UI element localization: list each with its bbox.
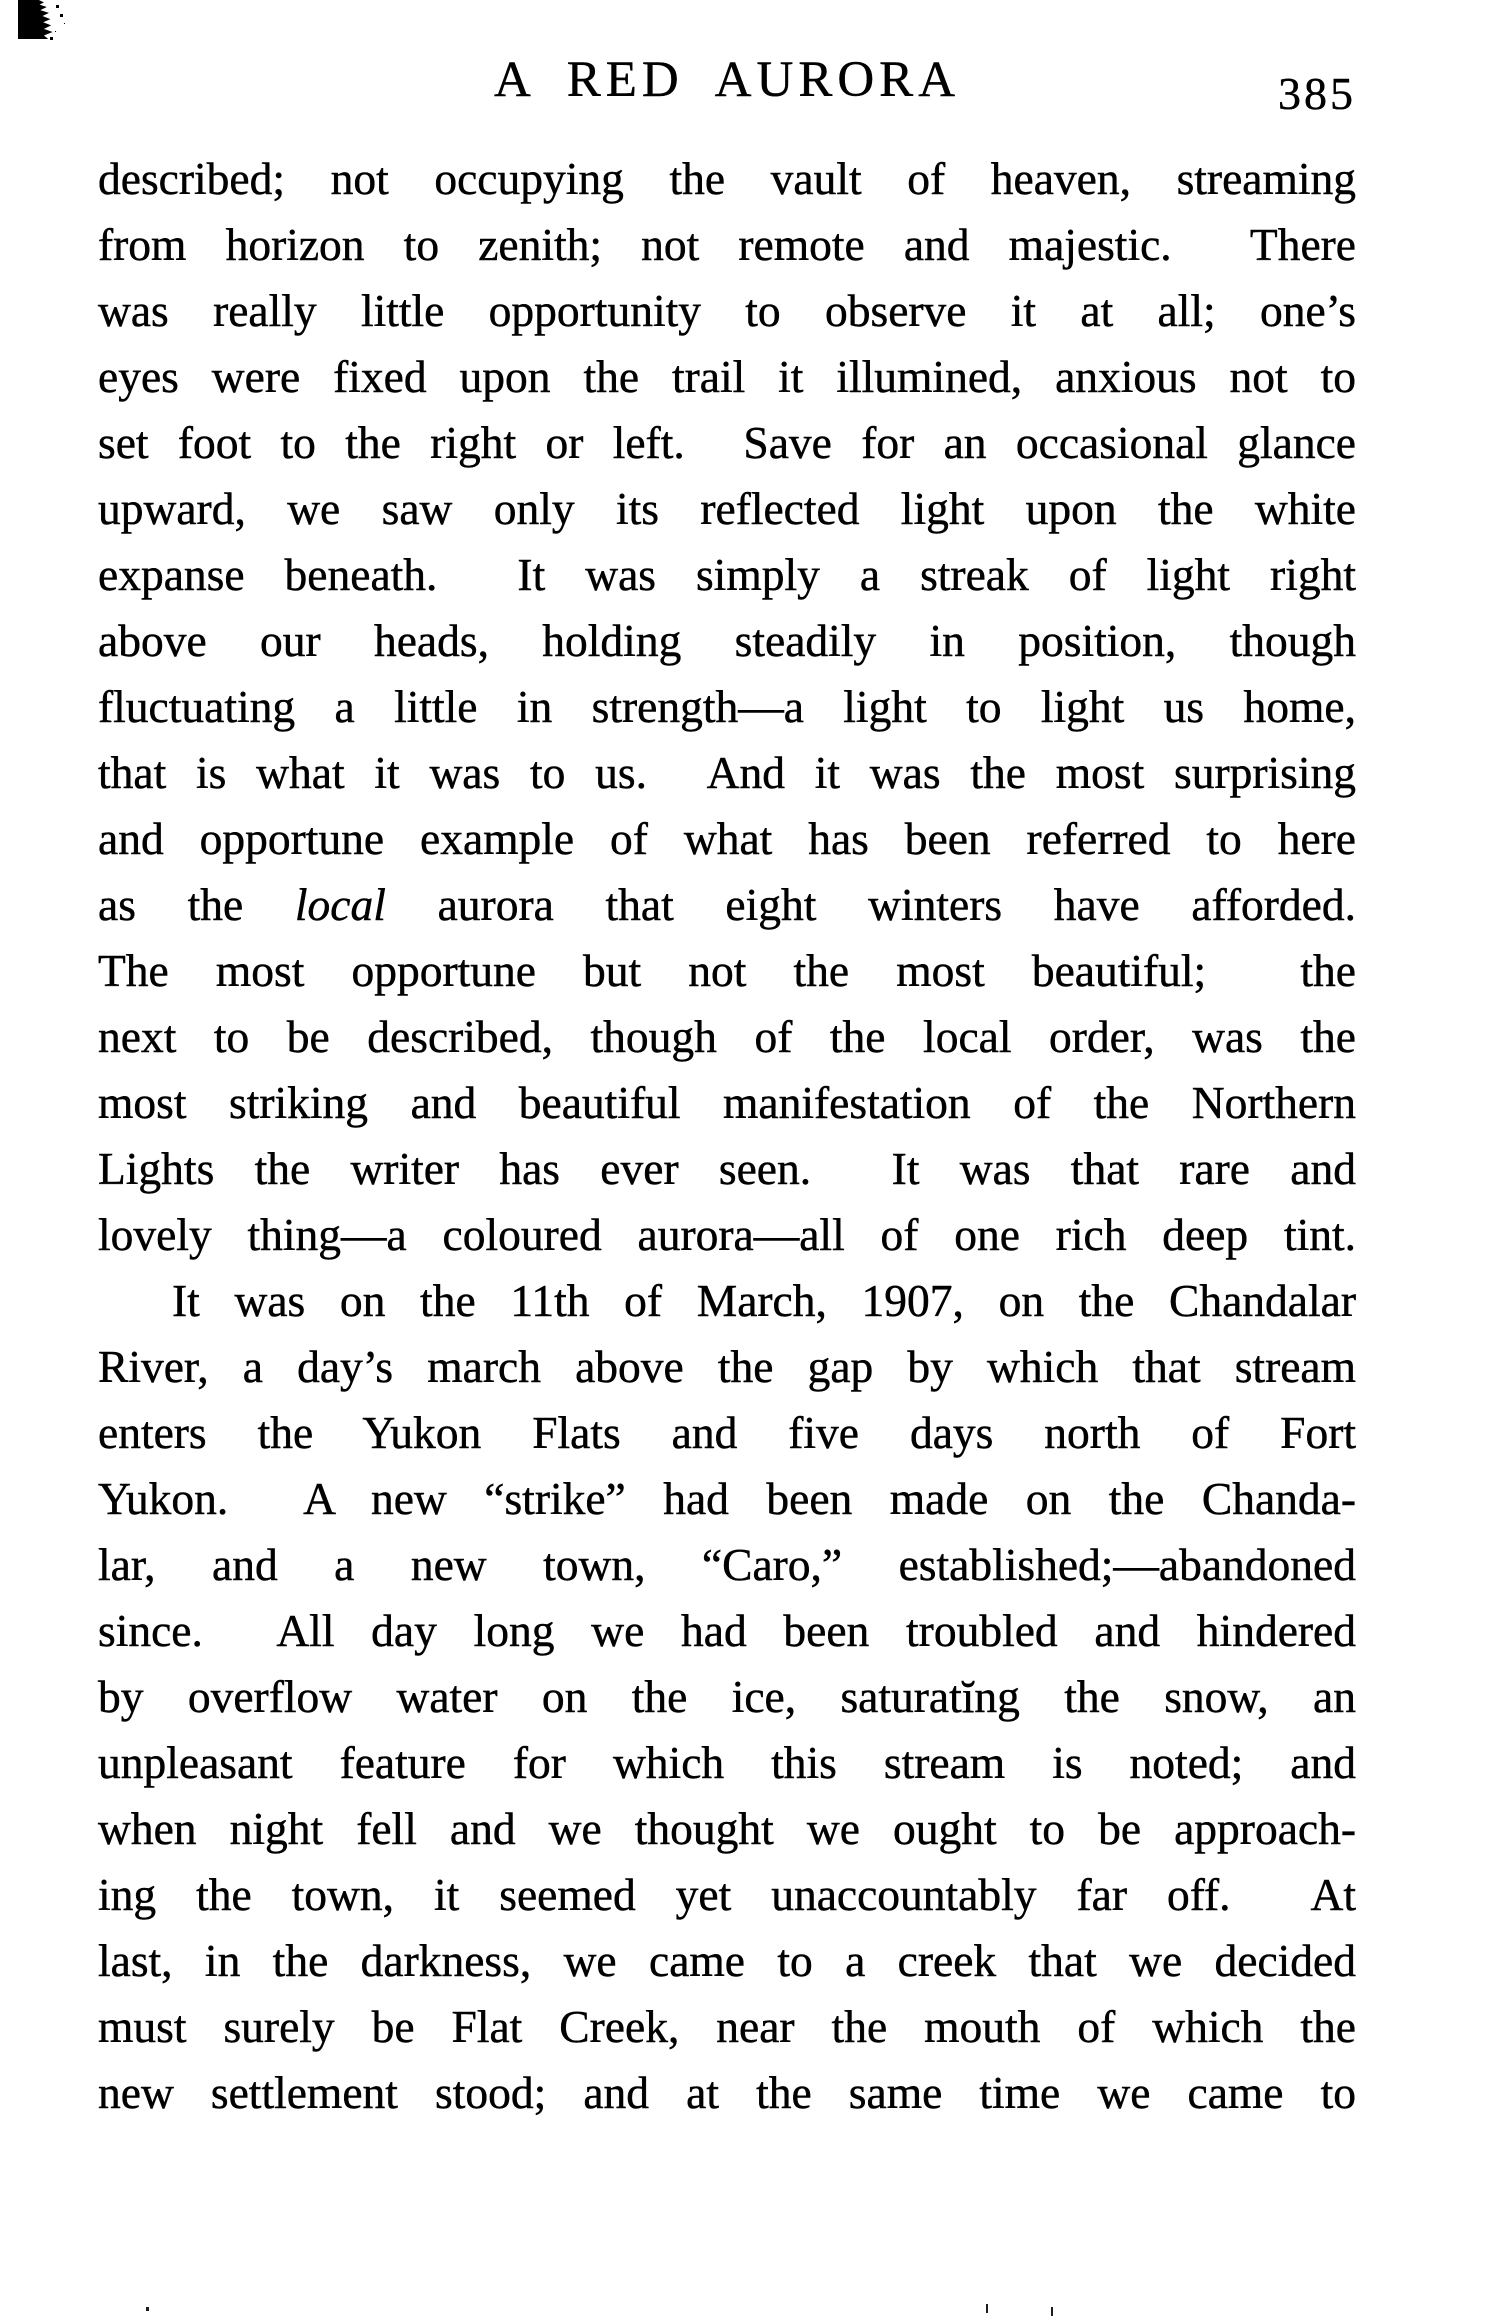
text-line: since. All day long we had been troubled and hindered (98, 1605, 1356, 1656)
text-line: ing the town, it seemed yet unaccountably far off. At (98, 1869, 1356, 1920)
text-line: Yukon. A new “strike” had been made on the Chanda- (98, 1473, 1356, 1524)
text-line: upward, we saw only its reflected light upon the white (98, 483, 1356, 534)
text-line: was really little opportunity to observe it at all; one’s (98, 285, 1356, 336)
text-line (98, 872, 1356, 938)
text-line: described; not occupying the vault of heaven, streaming (98, 153, 1356, 204)
text-line: It was on the 11th of March, 1907, on the Chandalar (172, 1275, 1356, 1326)
running-title: A RED AURORA (493, 52, 961, 108)
text-segment: as the (98, 879, 295, 930)
text-line: eyes were fixed upon the trail it illumined, anxious not to (98, 351, 1356, 402)
text-line: when night fell and we thought we ought to be approach- (98, 1803, 1356, 1854)
text-line: by overflow water on the ice, saturatĭng the snow, an (98, 1671, 1356, 1722)
text-line: that is what it was to us. And it was the most surprising (98, 747, 1356, 798)
text-line: unpleasant feature for which this stream is noted; and (98, 1737, 1356, 1788)
scan-speck (146, 2307, 149, 2311)
text-line: The most opportune but not the most beautiful; the (98, 945, 1356, 996)
text-line: above our heads, holding steadily in position, though (98, 615, 1356, 666)
text-line: lovely thing—a coloured aurora—all of one rich deep tint. (98, 1209, 1356, 1260)
text-line: set foot to the right or left. Save for an occasional glance (98, 417, 1356, 468)
text-line: last, in the darkness, we came to a creek that we decided (98, 1935, 1356, 1986)
page-number: 385 (1278, 68, 1356, 119)
text-line: most striking and beautiful manifestation of the Northern (98, 1077, 1356, 1128)
italic-word: local (294, 879, 386, 930)
text-line: River, a day’s march above the gap by which that stream (98, 1341, 1356, 1392)
text-line: fluctuating a little in strength—a light to light us home, (98, 681, 1356, 732)
text-line: new settlement stood; and at the same time we came to (98, 2067, 1356, 2118)
text-line: expanse beneath. It was simply a streak of light right (98, 549, 1356, 600)
text-line: next to be described, though of the local order, was the (98, 1011, 1356, 1062)
text-line: Lights the writer has ever seen. It was that rare and (98, 1143, 1356, 1194)
scan-speckles (56, 5, 59, 8)
scan-speck (986, 2304, 988, 2313)
text-line: lar, and a new town, “Caro,” established;—abandoned (98, 1539, 1356, 1590)
text-segment: aurora that eight winters have afforded. (385, 879, 1356, 930)
page-header (98, 48, 1356, 119)
text-line: enters the Yukon Flats and five days north of Fort (98, 1407, 1356, 1458)
text-line: and opportune example of what has been referred to here (98, 813, 1356, 864)
text-line: from horizon to zenith; not remote and majestic. There (98, 219, 1356, 270)
body-text (98, 146, 1356, 2126)
text-line: must surely be Flat Creek, near the mouth of which the (98, 2001, 1356, 2052)
scan-speck (1051, 2307, 1053, 2316)
scan-ink-blot (18, 0, 54, 39)
